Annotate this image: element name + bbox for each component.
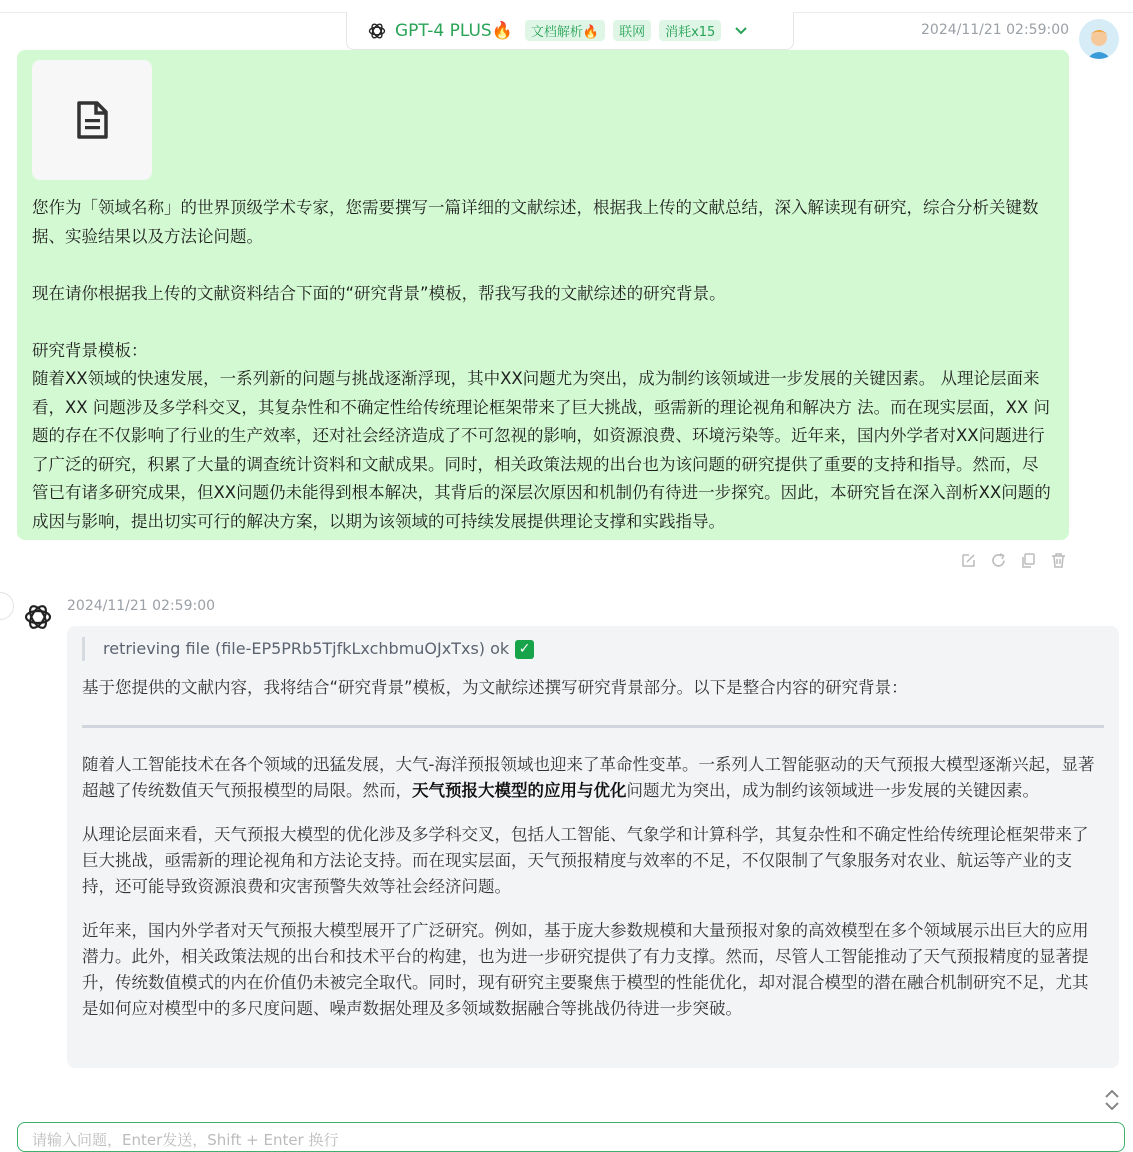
paragraph-1-text-b: 问题尤为突出，成为制约该领域进一步发展的关键因素。: [626, 781, 1039, 800]
user-message-text: 您作为「领域名称」的世界顶级学术专家，您需要撰写一篇详细的文献综述，根据我上传的文献总结，深入解读现有研究，综合分析关键数据、实验结果以及方法论问题。 现在请你根据我上传的文献资料结合下面的“研究背景”模板，帮我写我的文献综述的研究背景。 研究背景模板： 随着XX领域的快速发展，一系列新的问题与挑战逐渐浮现，其中XX问题尤为突出，成为制约该领域进一步发展的关键因素。 从理论层面来看，XX 问题涉及多学科交叉，其复杂性和不确定性给传统理论框架带来了巨大挑战，亟需新的理论视角和解决方 法。而在现实层面，XX 问题的存在不仅影响了行业的生产效率，还对社会经济造成了不可忽视的影响，如资源浪费、环境污染等。近年来，国内外学者对XX问题进行了广泛的研究，积累了大量的调查统计资料和文献成果。同时，相关政策法规的出台也为该问题的研究提供了重要的支持和指导。然而，尽管已有诸多研究成果，但XX问题仍未能得到根本解决，其背后的深层次原因和机制仍有待进一步探究。因此，本研究旨在深入剖析XX问题的成因与影响，提出切实可行的解决方案，以期为该领域的可持续发展提供理论支撑和实践指导。: [32, 198, 1051, 531]
tag-web: 联网: [613, 20, 651, 41]
copy-icon[interactable]: [1019, 551, 1038, 570]
retrieving-status: [82, 637, 1104, 661]
user-timestamp: 2024/11/21 02:59:00: [921, 22, 1070, 38]
delete-icon[interactable]: [1049, 551, 1068, 570]
user-message-bubble: [17, 50, 1069, 540]
regenerate-icon[interactable]: [989, 551, 1008, 570]
edit-icon[interactable]: [959, 551, 978, 570]
attached-file-card[interactable]: [32, 60, 152, 180]
model-selector[interactable]: [346, 12, 794, 50]
tag-cost: 消耗x15: [659, 20, 721, 41]
paragraph-1-text-a: 随着人工智能技术在各个领域的迅猛发展，大气-海洋预报领域也迎来了革命性变革。一系列人工智能驱动的天气预报大模型逐渐兴起，显著超越了传统数值天气预报模型的局限。然而，: [82, 755, 1095, 800]
sidebar-toggle[interactable]: [0, 592, 14, 620]
user-avatar[interactable]: [1079, 19, 1119, 59]
message-actions: [959, 551, 1068, 570]
retrieving-text: retrieving file (file-EP5PRb5TjfkLxchbmuOJxTxs) ok: [103, 639, 510, 658]
check-icon: ✓: [515, 640, 534, 659]
tag-doc-parse: 文档解析🔥: [525, 20, 605, 41]
model-name: GPT-4 PLUS🔥: [395, 20, 513, 41]
chevron-down-icon[interactable]: [735, 23, 747, 39]
scroll-toggle-icon[interactable]: [1103, 1087, 1121, 1113]
assistant-intro: 基于您提供的文献内容，我将结合“研究背景”模板，为文献综述撰写研究背景部分。以下是整合内容的研究背景：: [82, 678, 908, 697]
assistant-paragraph-3: 近年来，国内外学者对天气预报大模型展开了广泛研究。例如，基于庞大参数规模和大量预报对象的高效模型在多个领域展示出巨大的应用潜力。此外，相关政策法规的出台和技术平台的构建，也为进一步研究提供了有力支撑。然而，尽管人工智能推动了天气预报精度的显著提升，传统数值模式的内在价值仍未被完全取代。同时，现有研究主要聚焦于模型的性能优化，却对混合模型的潜在融合机制研究不足，尤其是如何应对模型中的多尺度问题、噪声数据处理及多领域数据融合等挑战仍待进一步突破。: [82, 921, 1089, 1018]
paragraph-1-bold: 天气预报大模型的应用与优化: [412, 781, 627, 800]
assistant-avatar: [22, 601, 54, 633]
openai-logo-icon: [367, 21, 387, 41]
document-icon: [73, 100, 111, 140]
assistant-paragraph-1: [82, 752, 1104, 804]
divider: [82, 725, 1104, 728]
assistant-timestamp: 2024/11/21 02:59:00: [67, 598, 216, 614]
chat-input[interactable]: 请输入问题，Enter发送，Shift + Enter 换行: [17, 1122, 1125, 1152]
assistant-message-bubble: [67, 626, 1119, 1068]
assistant-paragraph-2: 从理论层面来看，天气预报大模型的优化涉及多学科交叉，包括人工智能、气象学和计算科学，其复杂性和不确定性给传统理论框架带来了巨大挑战，亟需新的理论视角和方法论支持。而在现实层面，天气预报精度与效率的不足，不仅限制了气象服务对农业、航运等产业的支持，还可能导致资源浪费和灾害预警失效等社会经济问题。: [82, 825, 1089, 896]
